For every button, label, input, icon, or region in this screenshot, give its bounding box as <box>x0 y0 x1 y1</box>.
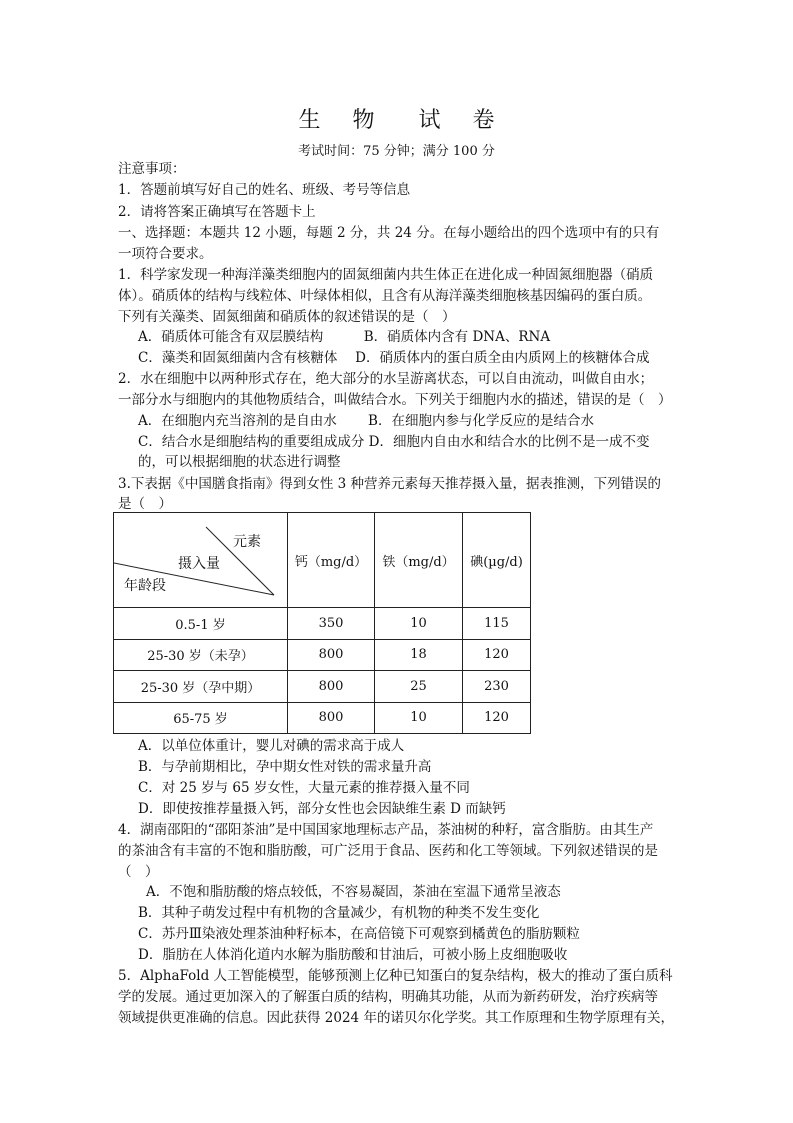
corner-label-age: 年龄段 <box>124 578 166 594</box>
q1-stem: 下列有关藻类、固氮细菌和硝质体的叙述错误的是（ ） <box>118 309 456 325</box>
q1-options: A．硝质体可能含有双层膜结构 B．硝质体内含有 DNA、RNA <box>138 329 551 345</box>
value-cell: 800 <box>288 639 375 671</box>
q3-options: A．以单位体重计，婴儿对碘的需求高于成人 <box>138 738 405 754</box>
column-header: 碘(µg/d) <box>463 513 531 608</box>
q5-stem: 5．AlphaFold 人工智能模型，能够预测上亿种已知蛋白的复杂结构，极大的推动了蛋白质科 <box>118 968 673 984</box>
table-row <box>114 702 531 734</box>
table-row <box>114 608 531 640</box>
q4-stem: 的茶油含有丰富的不饱和脂肪酸，可广泛用于食品、医药和化工等领域。下列叙述错误的是 <box>118 843 658 859</box>
title-char: 卷 <box>472 108 495 133</box>
column-header: 铁（mg/d） <box>375 513 463 608</box>
title-char: 生 <box>298 108 321 133</box>
q1-stem: 体）。硝质体的结构与线粒体、叶绿体相似，且含有从海洋藻类细胞核基因编码的蛋白质。 <box>118 288 652 304</box>
q5-stem: 领域提供更准确的信息。因此获得 2024 年的诺贝尔化学奖。其工作原理和生物学原理有关， <box>118 1010 674 1026</box>
age-cell: 25-30 岁（未孕） <box>114 639 288 671</box>
value-cell: 10 <box>375 702 463 734</box>
q4-stem: 4．湖南邵阳的“邵阳茶油”是中国国家地理标志产品，茶油树的种籽，富含脂肪。由其生产 <box>118 822 654 838</box>
note-item: 1．答题前填写好自己的姓名、班级、考号等信息 <box>118 182 411 198</box>
title-char: 试 <box>418 108 441 133</box>
q4-options: A．不饱和脂肪酸的熔点较低，不容易凝固，茶油在室温下通常呈液态 <box>146 884 561 900</box>
value-cell: 18 <box>375 639 463 671</box>
value-cell: 25 <box>375 671 463 703</box>
q3-stem: 是（ ） <box>118 496 172 512</box>
corner-label-intake: 摄入量 <box>178 556 220 572</box>
section-heading-cont: 一项符合要求。 <box>118 246 213 262</box>
q2-options: 的，可以根据细胞的状态进行调整 <box>138 454 341 470</box>
q4-options: D．脂肪在人体消化道内水解为脂肪酸和甘油后，可被小肠上皮细胞吸收 <box>138 947 568 963</box>
value-cell: 115 <box>463 608 531 640</box>
value-cell: 350 <box>288 608 375 640</box>
column-header: 钙（mg/d） <box>288 513 375 608</box>
corner-label-element: 元素 <box>233 534 261 550</box>
q2-options: A．在细胞内充当溶剂的是自由水 B．在细胞内参与化学反应的是结合水 <box>138 413 594 429</box>
table-row <box>114 671 531 703</box>
q4-stem: （ ） <box>118 864 159 880</box>
exam-title <box>0 103 793 134</box>
value-cell: 800 <box>288 671 375 703</box>
table-corner-cell <box>114 513 288 608</box>
q4-options: B．其种子萌发过程中有机物的含量减少，有机物的种类不发生变化 <box>138 905 540 921</box>
age-cell: 65-75 岁 <box>114 702 288 734</box>
q2-stem: 一部分水与细胞内的其他物质结合，叫做结合水。下列关于细胞内水的描述，错误的是（ ） <box>118 392 672 408</box>
value-cell: 120 <box>463 702 531 734</box>
value-cell: 230 <box>463 671 531 703</box>
nutrient-table <box>113 512 531 734</box>
section-heading: 一、选择题：本题共 12 小题，每题 2 分，共 24 分。在每小题给出的四个选项中有的只有 <box>118 225 660 241</box>
age-cell: 25-30 岁（孕中期） <box>114 671 288 703</box>
q1-stem: 1．科学家发现一种海洋藻类细胞内的固氮细菌内共生体正在进化成一种固氮细胞器（硝质 <box>118 267 654 283</box>
title-char: 物 <box>352 108 375 133</box>
q1-options: C．藻类和固氮细菌内含有核糖体 D．硝质体内的蛋白质全由内质网上的核糖体合成 <box>138 350 650 366</box>
table-header-row <box>114 513 531 608</box>
value-cell: 120 <box>463 639 531 671</box>
q3-options: D．即使按推荐量摄入钙，部分女性也会因缺维生素 D 而缺钙 <box>138 801 506 817</box>
q2-options: C．结合水是细胞结构的重要组成成分 D．细胞内自由水和结合水的比例不是一成不变 <box>138 434 650 450</box>
q2-stem: 2．水在细胞中以两种形式存在，绝大部分的水呈游离状态，可以自由流动，叫做自由水； <box>118 371 654 387</box>
value-cell: 800 <box>288 702 375 734</box>
exam-time-info: 考试时间：75 分钟；满分 100 分 <box>298 144 495 159</box>
value-cell: 10 <box>375 608 463 640</box>
notes-heading: 注意事项： <box>118 161 186 177</box>
age-cell: 0.5-1 岁 <box>114 608 288 640</box>
table-row <box>114 639 531 671</box>
q3-stem: 3.下表据《中国膳食指南》得到女性 3 种营养元素每天推荐摄入量，据表推测，下列错误的 <box>118 476 662 492</box>
q3-options: B．与孕前期相比，孕中期女性对铁的需求量升高 <box>138 759 432 775</box>
q5-stem: 学的发展。通过更加深入的了解蛋白质的结构，明确其功能，从而为新药研发，治疗疾病等 <box>118 989 658 1005</box>
q3-options: C．对 25 岁与 65 岁女性，大量元素的推荐摄入量不同 <box>138 780 470 796</box>
q4-options: C．苏丹Ⅲ染液处理茶油种籽标本，在高倍镜下可观察到橘黄色的脂肪颗粒 <box>138 926 580 942</box>
note-item: 2．请将答案正确填写在答题卡上 <box>118 204 316 220</box>
